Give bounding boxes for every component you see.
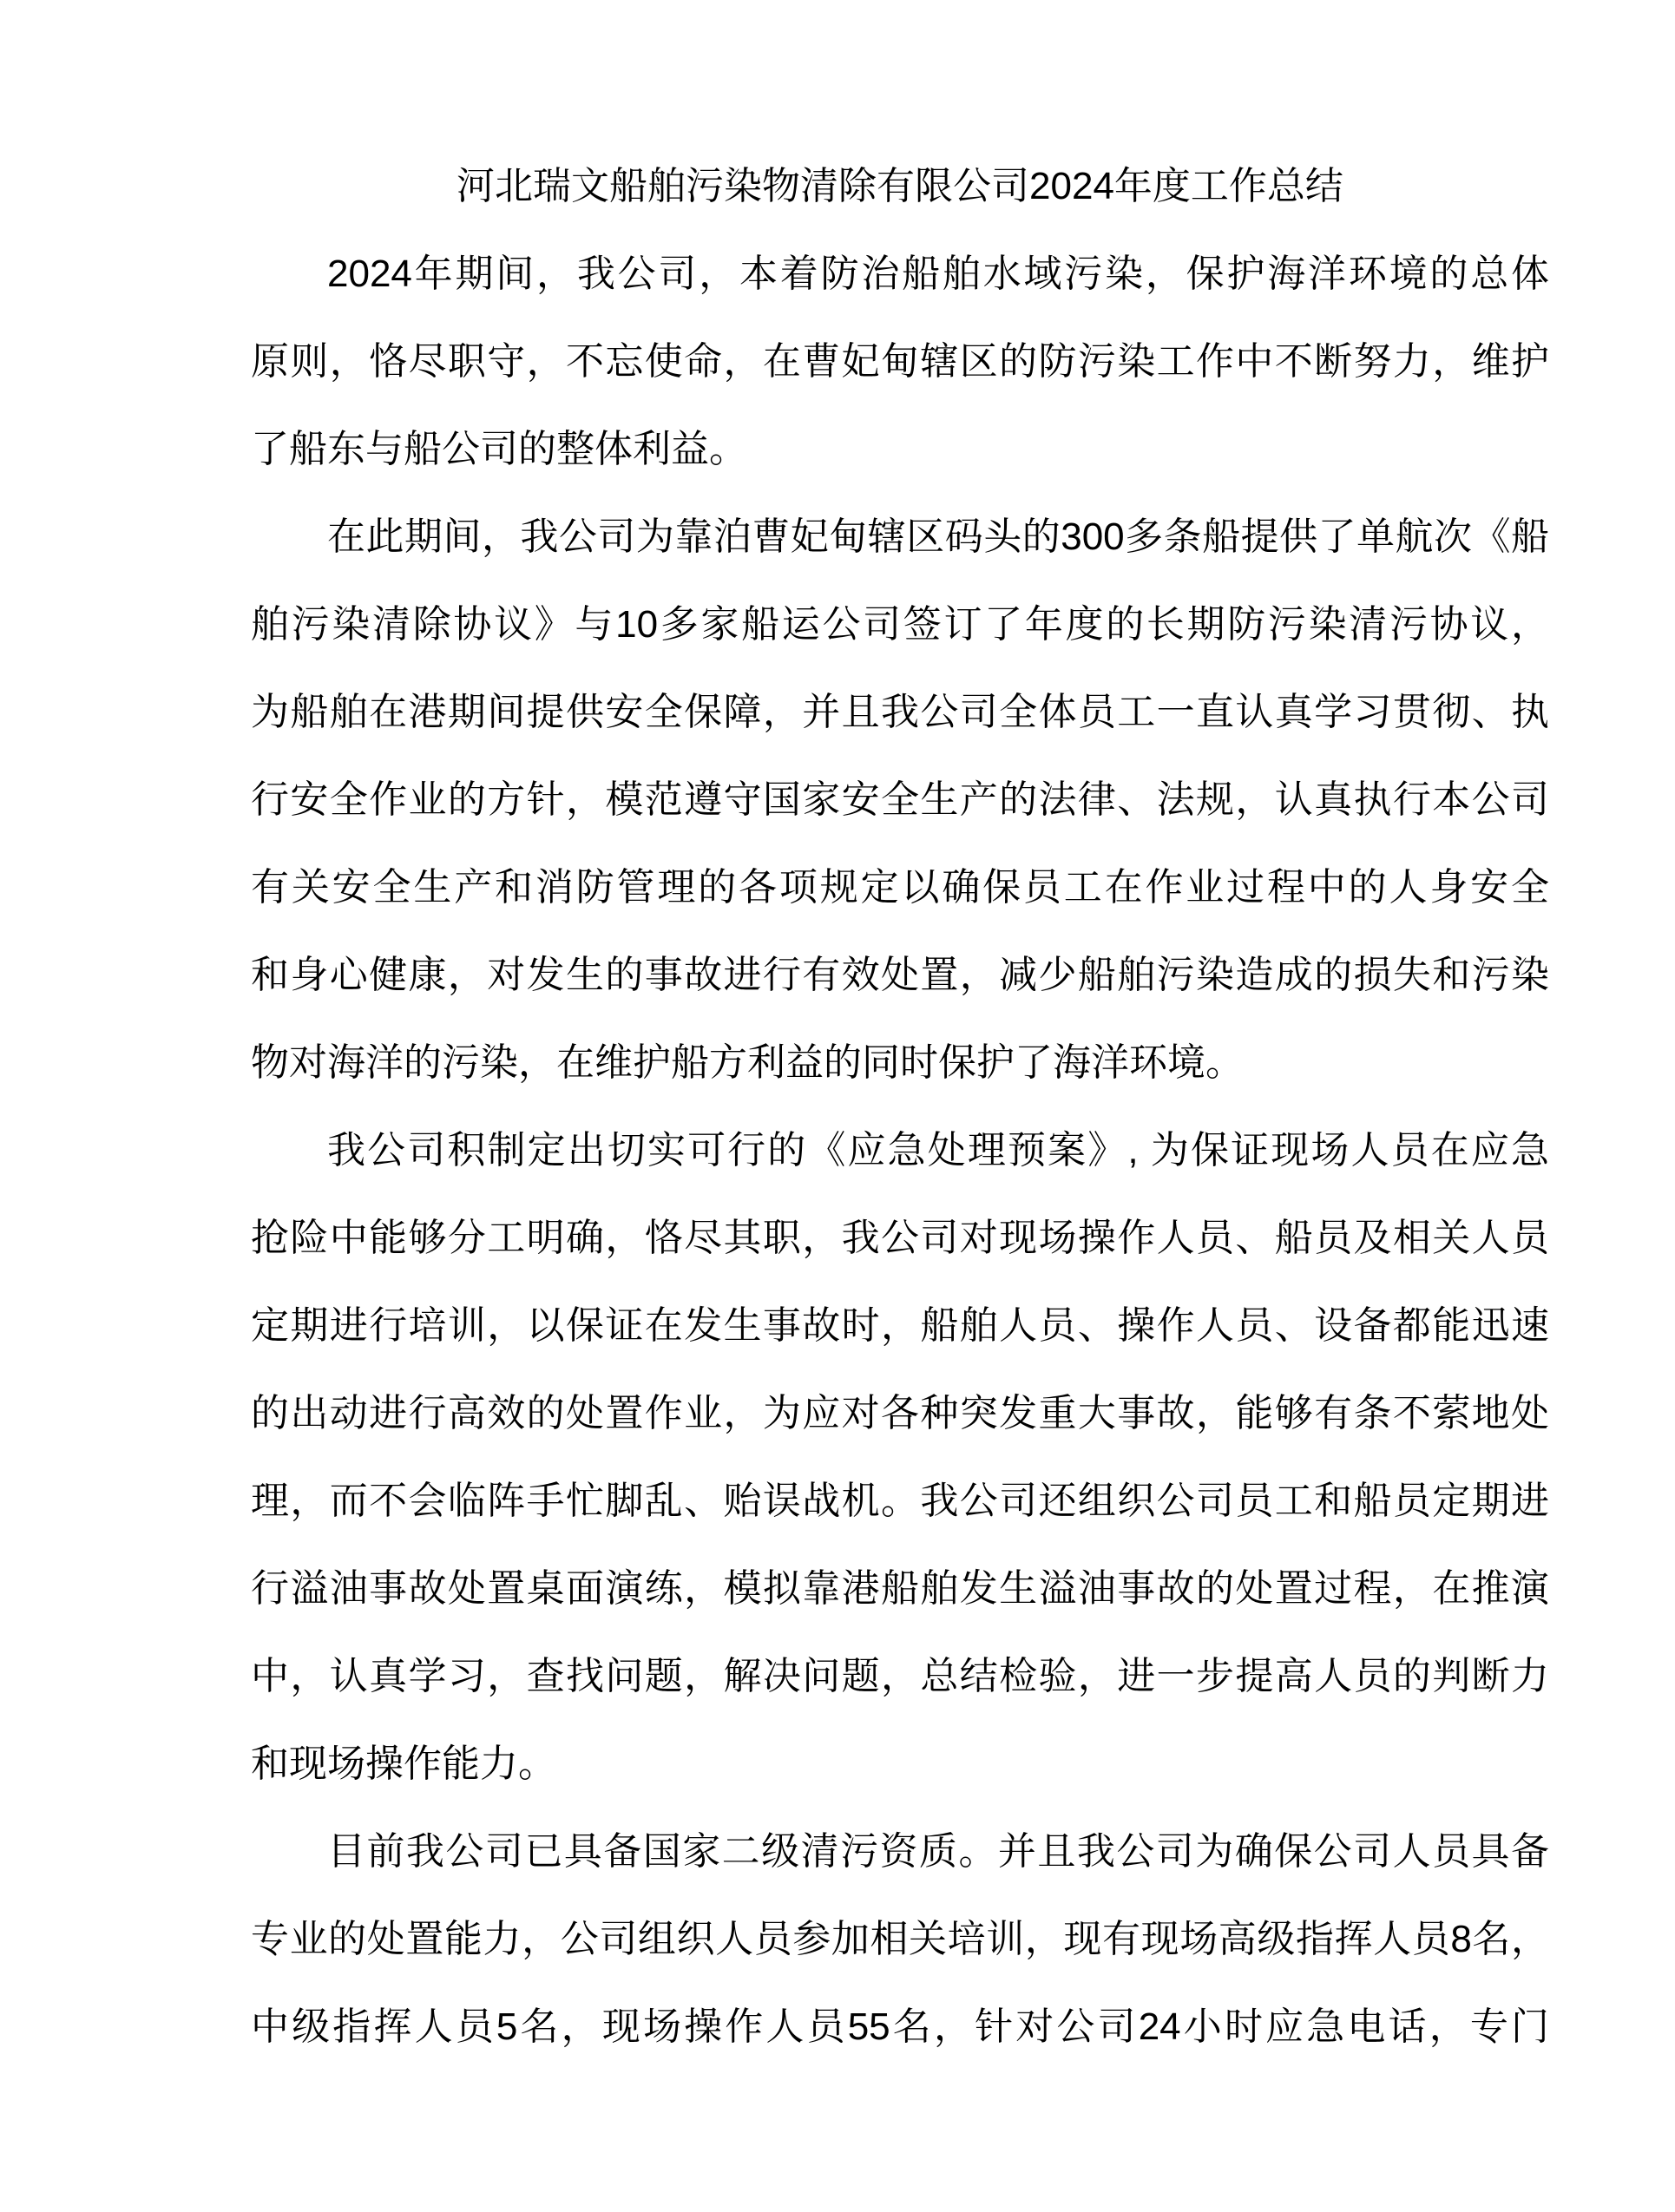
text-line: 定期进行培训，以保证在发生事故时，船舶人员、操作人员、设备都能迅速 xyxy=(251,1304,1549,1347)
text-line: 理，而不会临阵手忙脚乱、贻误战机。我公司还组织公司员工和船员定期进 xyxy=(251,1480,1549,1522)
text-line: 中，认真学习，查找问题，解决问题，总结检验，进一步提高人员的判断力 xyxy=(251,1655,1549,1697)
text-line: 为船舶在港期间提供安全保障，并且我公司全体员工一直认真学习贯彻、执 xyxy=(251,691,1549,733)
text-line: 在此期间，我公司为靠泊曹妃甸辖区码头的300多条船提供了单航次《船 xyxy=(327,515,1549,558)
text-line: 专业的处置能力，公司组织人员参加相关培训，现有现场高级指挥人员8名， xyxy=(251,1918,1549,1960)
text-line: 我公司积制定出切实可行的《应急处理预案》, 为保证现场人员在应急 xyxy=(327,1129,1549,1172)
document-title: 河北瑞文船舶污染物清除有限公司2024年度工作总结 xyxy=(457,165,1343,207)
text-line: 抢险中能够分工明确，恪尽其职，我公司对现场操作人员、船员及相关人员 xyxy=(251,1217,1549,1259)
text-line: 舶污染清除协议》与10多家船运公司签订了年度的长期防污染清污协议， xyxy=(251,603,1549,646)
text-line: 行溢油事故处置桌面演练，模拟靠港船舶发生溢油事故的处置过程，在推演 xyxy=(251,1567,1549,1610)
text-line: 行安全作业的方针，模范遵守国家安全生产的法律、法规，认真执行本公司 xyxy=(251,778,1549,821)
text-line: 原则，恪尽职守，不忘使命，在曹妃甸辖区的防污染工作中不断努力，维护 xyxy=(251,340,1549,383)
text-line: 中级指挥人员5名，现场操作人员55名，针对公司24小时应急电话，专门 xyxy=(251,2005,1549,2048)
text-line: 了船东与船公司的整体利益。 xyxy=(251,428,747,470)
text-line: 和身心健康，对发生的事故进行有效处置，减少船舶污染造成的损失和污染 xyxy=(251,954,1549,996)
text-line: 物对海洋的污染，在维护船方利益的同时保护了海洋环境。 xyxy=(251,1041,1244,1084)
text-line: 2024年期间，我公司，本着防治船舶水域污染，保护海洋环境的总体 xyxy=(327,253,1549,295)
text-line: 和现场操作能力。 xyxy=(251,1743,556,1785)
text-line: 的出动进行高效的处置作业，为应对各种突发重大事故，能够有条不萦地处 xyxy=(251,1392,1549,1434)
document-page xyxy=(251,0,1549,2071)
text-line: 目前我公司已具备国家二级清污资质。并且我公司为确保公司人员具备 xyxy=(327,1830,1549,1873)
text-line: 有关安全生产和消防管理的各项规定以确保员工在作业过程中的人身安全 xyxy=(251,866,1549,909)
document-body xyxy=(251,230,1549,2071)
